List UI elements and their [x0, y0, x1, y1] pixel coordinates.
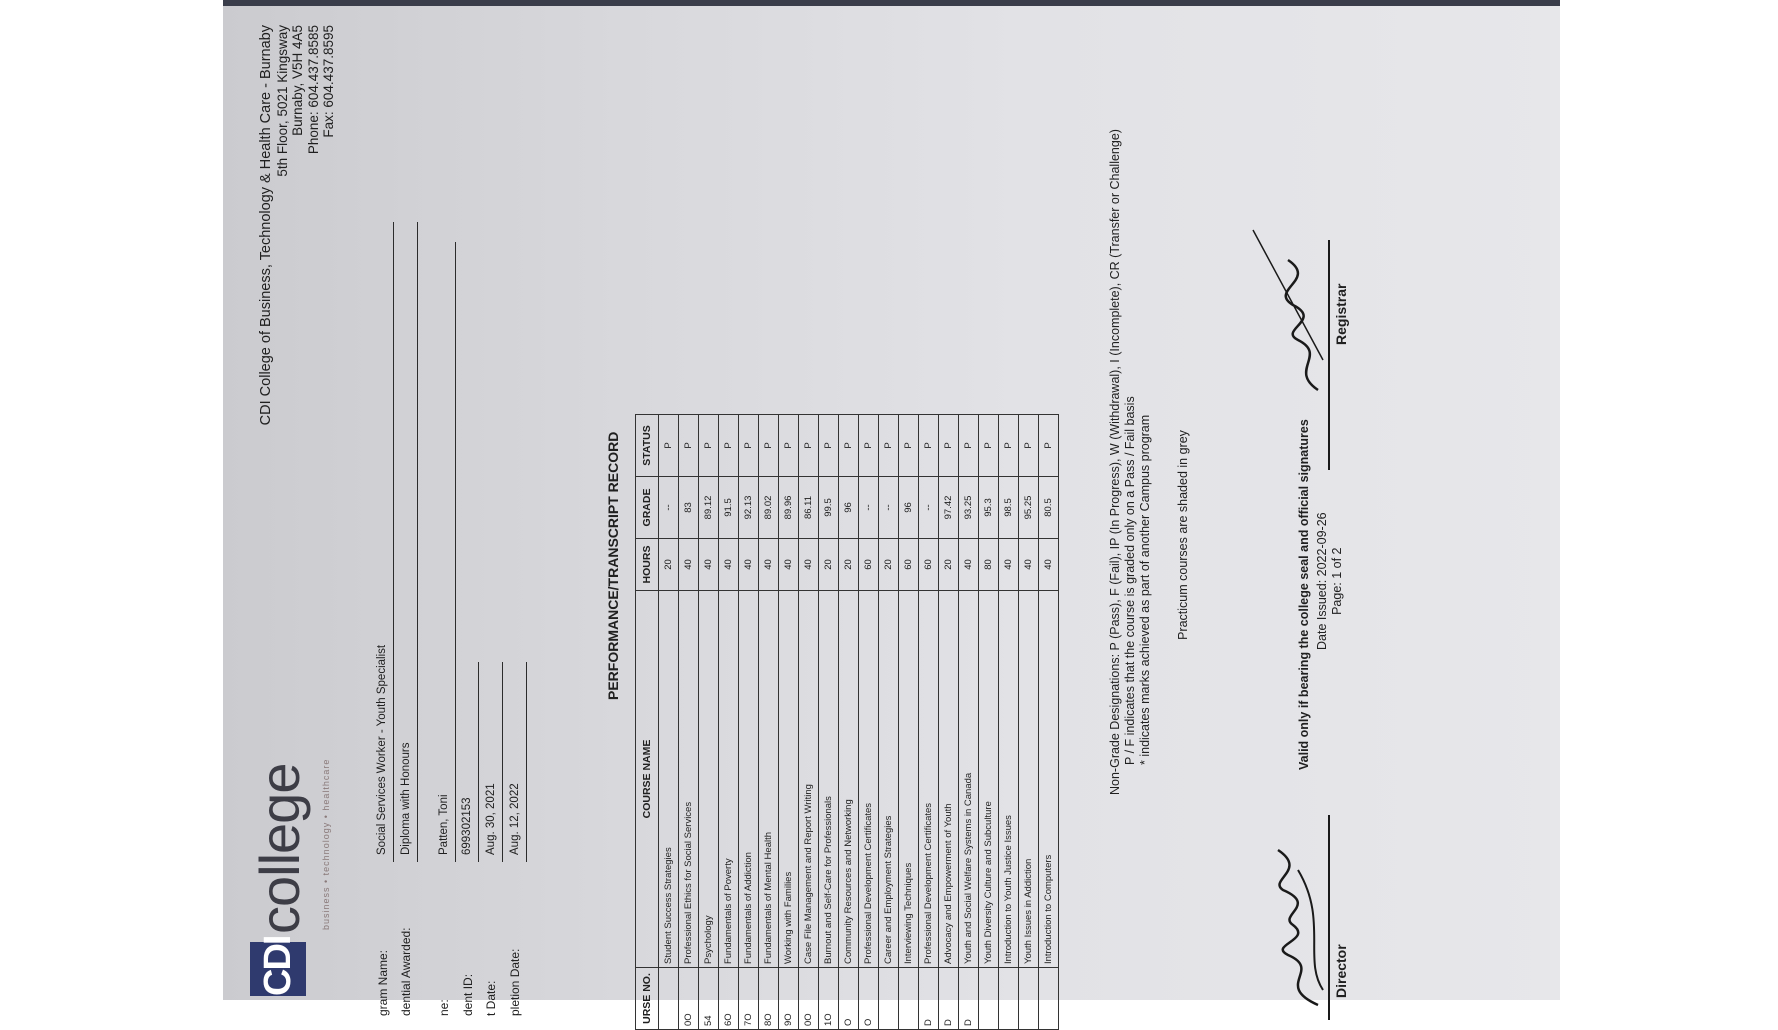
course-status: P — [1019, 415, 1039, 477]
course-hours: 40 — [799, 539, 819, 591]
course-grade: 96 — [839, 477, 859, 539]
course-hours: 60 — [859, 539, 879, 591]
course-status: P — [799, 415, 819, 477]
course-status: P — [659, 415, 679, 477]
start-date-line — [502, 662, 503, 862]
rotated-transcript-page — [223, 0, 1560, 1026]
course-no: O — [859, 968, 879, 1030]
course-no: 9O — [779, 968, 799, 1030]
course-status: P — [699, 415, 719, 477]
course-hours: 40 — [959, 539, 979, 591]
course-name: Psychology — [699, 591, 719, 968]
start-date-value: Aug. 30, 2021 — [485, 783, 497, 855]
course-status: P — [939, 415, 959, 477]
course-status: P — [759, 415, 779, 477]
address-line: Fax: 604.437.8595 — [321, 25, 336, 138]
course-name: Fundamentals of Addiction — [739, 591, 759, 968]
course-hours: 40 — [759, 539, 779, 591]
table-row — [779, 415, 799, 1030]
course-grade: 92.13 — [739, 477, 759, 539]
course-name: Advocacy and Empowerment of Youth — [939, 591, 959, 968]
college-address — [259, 25, 337, 545]
course-grade: 95.3 — [979, 477, 999, 539]
program-name-label: gram Name: — [376, 949, 390, 1016]
completion-date-line — [526, 662, 527, 862]
course-status: P — [999, 415, 1019, 477]
course-hours: 60 — [899, 539, 919, 591]
course-grade: 86.11 — [799, 477, 819, 539]
practicum-note: Practicum courses are shaded in grey — [1176, 430, 1190, 640]
credential-awarded-line — [417, 222, 418, 862]
course-name: Fundamentals of Mental Health — [759, 591, 779, 968]
start-date-label: t Date: — [484, 980, 498, 1016]
student-name-line — [455, 242, 456, 862]
table-row — [839, 415, 859, 1030]
table-row — [759, 415, 779, 1030]
course-hours: 20 — [819, 539, 839, 591]
course-no: 6O — [719, 968, 739, 1030]
course-no: D — [959, 968, 979, 1030]
course-hours: 40 — [1039, 539, 1059, 591]
course-no: 0O — [679, 968, 699, 1030]
course-grade: 89.96 — [779, 477, 799, 539]
course-hours: 40 — [739, 539, 759, 591]
course-name: Career and Employment Strategies — [879, 591, 899, 968]
grade-designation-notes — [1108, 95, 1190, 795]
address-line: 5th Floor, 5021 Kingsway — [274, 25, 290, 177]
table-row — [819, 415, 839, 1030]
student-name-label: ne: — [437, 999, 451, 1016]
course-status: P — [959, 415, 979, 477]
student-id-label: dent ID: — [461, 973, 475, 1016]
course-grade: -- — [659, 477, 679, 539]
college-logo-word: college — [248, 763, 311, 934]
table-row — [859, 415, 879, 1030]
address-line: Burnaby, V5H 4A5 — [290, 25, 305, 136]
course-status: P — [879, 415, 899, 477]
table-row — [979, 415, 999, 1030]
table-row — [879, 415, 899, 1030]
course-no — [899, 968, 919, 1030]
course-grade: 99.5 — [819, 477, 839, 539]
course-status: P — [739, 415, 759, 477]
course-name: Working with Families — [779, 591, 799, 968]
transcript-record-title: PERFORMANCE/TRANSCRIPT RECORD — [605, 431, 621, 700]
course-grade: 80.5 — [1039, 477, 1059, 539]
course-status: P — [979, 415, 999, 477]
course-grade: 98.5 — [999, 477, 1019, 539]
course-grade: -- — [919, 477, 939, 539]
course-no — [979, 968, 999, 1030]
course-hours: 40 — [1019, 539, 1039, 591]
student-name-value: Patten, Toni — [438, 794, 450, 855]
course-status: P — [819, 415, 839, 477]
course-no — [879, 968, 899, 1030]
course-grade: -- — [859, 477, 879, 539]
table-row — [679, 415, 699, 1030]
course-no: D — [919, 968, 939, 1030]
student-id-value: 699302153 — [461, 797, 473, 855]
course-hours: 20 — [879, 539, 899, 591]
course-name: Community Resources and Networking — [839, 591, 859, 968]
course-status: P — [779, 415, 799, 477]
course-name: Student Success Strategies — [659, 591, 679, 968]
student-id-line — [478, 662, 479, 862]
table-row — [719, 415, 739, 1030]
table-row — [659, 415, 679, 1030]
course-no: 8O — [759, 968, 779, 1030]
course-no — [1019, 968, 1039, 1030]
course-grade: 83 — [679, 477, 699, 539]
course-name: Professional Development Certificates — [919, 591, 939, 968]
table-row — [799, 415, 819, 1030]
table-row — [699, 415, 719, 1030]
validity-statement: Valid only if bearing the college seal and official signatures — [1297, 419, 1311, 770]
date-issued: Date Issued: 2022-09-26 — [1315, 512, 1329, 650]
course-hours: 40 — [679, 539, 699, 591]
table-row — [939, 415, 959, 1030]
course-no — [1039, 968, 1059, 1030]
course-status: P — [679, 415, 699, 477]
course-grade: 96 — [899, 477, 919, 539]
notes-line: * indicates marks achieved as part of another Campus program — [1138, 414, 1152, 765]
course-name: Introduction to Computers — [1039, 591, 1059, 968]
director-label: Director — [1333, 944, 1349, 998]
course-hours: 80 — [979, 539, 999, 591]
table-row — [959, 415, 979, 1030]
course-hours: 60 — [919, 539, 939, 591]
course-grade: 95.25 — [1019, 477, 1039, 539]
transcript-table — [635, 414, 1059, 1030]
table-header-row — [636, 415, 659, 1030]
course-hours: 40 — [779, 539, 799, 591]
completion-date-label: pletion Date: — [508, 948, 522, 1016]
course-no — [999, 968, 1019, 1030]
credential-awarded-label: dential Awarded: — [399, 927, 413, 1016]
course-no: 1O — [819, 968, 839, 1030]
course-status: P — [839, 415, 859, 477]
course-no — [659, 968, 679, 1030]
course-no: 0O — [799, 968, 819, 1030]
table-row — [739, 415, 759, 1030]
course-no: 54 — [699, 968, 719, 1030]
course-hours: 20 — [839, 539, 859, 591]
program-name-value: Social Services Worker - Youth Specialist — [376, 644, 388, 855]
table-row — [899, 415, 919, 1030]
registrar-label: Registrar — [1333, 283, 1349, 345]
completion-date-value: Aug. 12, 2022 — [509, 783, 521, 855]
course-name: Youth Issues in Addiction — [1019, 591, 1039, 968]
course-no: O — [839, 968, 859, 1030]
course-name: Professional Ethics for Social Services — [679, 591, 699, 968]
header-status: STATUS — [636, 415, 659, 477]
course-status: P — [719, 415, 739, 477]
page-number: Page: 1 of 2 — [1330, 547, 1344, 615]
issue-info — [1315, 512, 1345, 650]
course-name: Youth and Social Welfare Systems in Canada — [959, 591, 979, 968]
course-name: Case File Management and Report Writing — [799, 591, 819, 968]
header-grade: GRADE — [636, 477, 659, 539]
course-name: Fundamentals of Poverty — [719, 591, 739, 968]
course-name: Youth Diversity Culture and Subculture — [979, 591, 999, 968]
course-grade: 89.02 — [759, 477, 779, 539]
course-grade: -- — [879, 477, 899, 539]
credential-awarded-value: Diploma with Honours — [400, 742, 412, 855]
course-no: 7O — [739, 968, 759, 1030]
course-grade: 89.12 — [699, 477, 719, 539]
course-hours: 20 — [659, 539, 679, 591]
table-row — [1019, 415, 1039, 1030]
course-grade: 91.5 — [719, 477, 739, 539]
course-name: Professional Development Certificates — [859, 591, 879, 968]
course-name: Interviewing Techniques — [899, 591, 919, 968]
course-no: D — [939, 968, 959, 1030]
table-row — [999, 415, 1019, 1030]
notes-line: Non-Grade Designations: P (Pass), F (Fail), IP (In Progress), W (Withdrawal), I (Incomplete), CR (Transfer or Challenge) — [1108, 129, 1122, 795]
course-status: P — [899, 415, 919, 477]
header-course-name: COURSE NAME — [636, 591, 659, 968]
address-line: CDI College of Business, Technology & Health Care - Burnaby — [258, 25, 274, 426]
notes-line: P / F indicates that the course is graded only on a Pass / Fail basis — [1123, 396, 1137, 765]
header-hours: HOURS — [636, 539, 659, 591]
course-status: P — [859, 415, 879, 477]
director-signature-mark — [1263, 830, 1333, 1010]
program-name-line — [393, 222, 394, 862]
course-grade: 93.25 — [959, 477, 979, 539]
header-course-no: URSE NO. — [636, 968, 659, 1030]
table-row — [1039, 415, 1059, 1030]
scanned-document-sheet — [223, 0, 1560, 1026]
course-hours: 40 — [719, 539, 739, 591]
table-row — [919, 415, 939, 1030]
course-hours: 40 — [999, 539, 1019, 591]
course-name: Introduction to Youth Justice Issues — [999, 591, 1019, 968]
registrar-signature-mark — [1248, 220, 1368, 400]
course-name: Burnout and Self-Care for Professionals — [819, 591, 839, 968]
college-logo-mark: CDI — [250, 942, 306, 996]
college-tagline: business • technology • healthcare — [321, 758, 331, 930]
course-grade: 97.42 — [939, 477, 959, 539]
course-status: P — [919, 415, 939, 477]
course-hours: 40 — [699, 539, 719, 591]
address-line: Phone: 604.437.8585 — [305, 25, 321, 155]
course-status: P — [1039, 415, 1059, 477]
course-hours: 20 — [939, 539, 959, 591]
